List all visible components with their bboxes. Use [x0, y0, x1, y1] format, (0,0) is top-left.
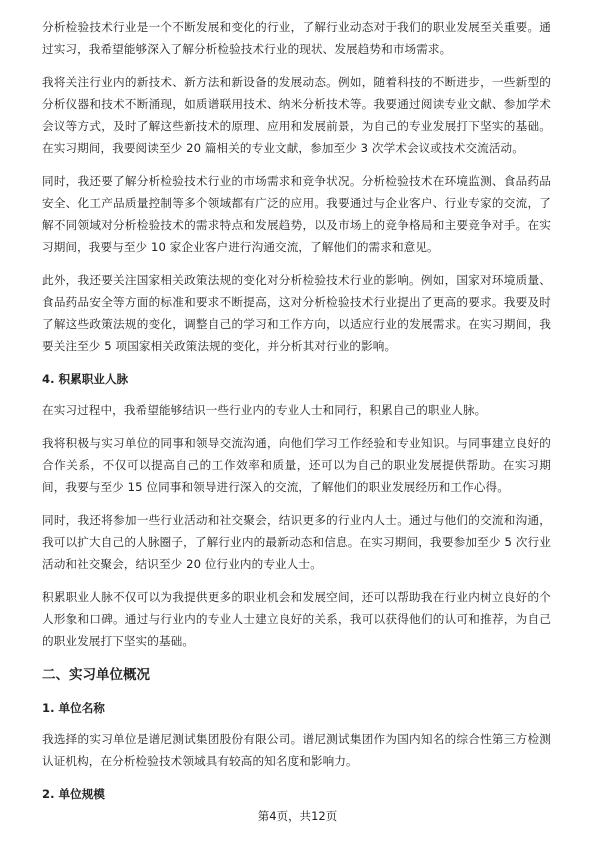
chapter-heading-company-overview: 二、实习单位概况 [42, 667, 150, 683]
paragraph-networking-intro: 在实习过程中，我希望能够结识一些行业内的专业人士和同行，积累自己的职业人脉。 [42, 403, 487, 417]
page-number-footer: 第4页，共12页 [257, 809, 338, 823]
paragraph-policy-regulation: 此外，我还要关注国家相关政策法规的变化对分析检验技术行业的影响。例如，国家对环境质量、食品药品安全等方面的标准和要求不断提高，这对分析检验技术行业提出了更高的要求。我要及时了解这些政策法规的变化，调整自己的学习和工作方向，以适应行业的发展需求。在实习期间，我要关注至少 5 项国家相关政策法规的变化，并分析其对行业的影响。 [42, 273, 551, 353]
subheading-company-scale: 2. 单位规模 [42, 787, 105, 801]
subheading-company-name: 1. 单位名称 [42, 701, 105, 715]
paragraph-market-demand: 同时，我还要了解分析检验技术行业的市场需求和竞争状况。分析检验技术在环境监测、食品药品安全、化工产品质量控制等多个领域都有广泛的应用。我要通过与企业客户、行业专家的交流，了解不同领域对分析检验技术的需求特点和发展趋势，以及市场上的竞争格局和主要竞争对手。在实习期间，我要与至少 10 家企业客户进行沟通交流，了解他们的需求和意见。 [42, 174, 551, 254]
paragraph-colleague-communication: 我将积极与实习单位的同事和领导交流沟通，向他们学习工作经验和专业知识。与同事建立良好的合作关系，不仅可以提高自己的工作效率和质量，还可以为自己的职业发展提供帮助。在实习期间，我要与至少 15 位同事和领导进行深入的交流，了解他们的职业发展经历和工作心得。 [42, 436, 551, 494]
paragraph-company-name: 我选择的实习单位是谱尼测试集团股份有限公司。谱尼测试集团作为国内知名的综合性第三方检测认证机构，在分析检验技术领域具有较高的知名度和影响力。 [42, 732, 551, 768]
paragraph-industry-events: 同时，我还将参加一些行业活动和社交聚会，结识更多的行业内人士。通过与他们的交流和沟通，我可以扩大自己的人脉圈子，了解行业内的最新动态和信息。在实习期间，我要参加至少 5 次行业活动和社交聚会，结识至少 20 位行业内的专业人士。 [42, 513, 551, 571]
section-heading-networking: 4. 积累职业人脉 [42, 372, 129, 386]
paragraph-networking-benefits: 积累职业人脉不仅可以为我提供更多的职业机会和发展空间，还可以帮助我在行业内树立良好的个人形象和口碑。通过与行业内的专业人士建立良好的关系，我可以获得他们的认可和推荐，为自己的职业发展打下坚实的基础。 [42, 590, 551, 648]
paragraph-new-technology: 我将关注行业内的新技术、新方法和新设备的发展动态。例如，随着科技的不断进步，一些新型的分析仪器和技术不断涌现，如质谱联用技术、纳米分析技术等。我要通过阅读专业文献、参加学术会议等方式，及时了解这些新技术的原理、应用和发展前景，为自己的专业发展打下坚实的基础。在实习期间，我要阅读至少 20 篇相关的专业文献，参加至少 3 次学术会议或技术交流活动。 [42, 75, 551, 155]
paragraph-industry-intro: 分析检验技术行业是一个不断发展和变化的行业，了解行业动态对于我们的职业发展至关重要。通过实习，我希望能够深入了解分析检验技术行业的现状、发展趋势和市场需求。 [42, 20, 551, 56]
